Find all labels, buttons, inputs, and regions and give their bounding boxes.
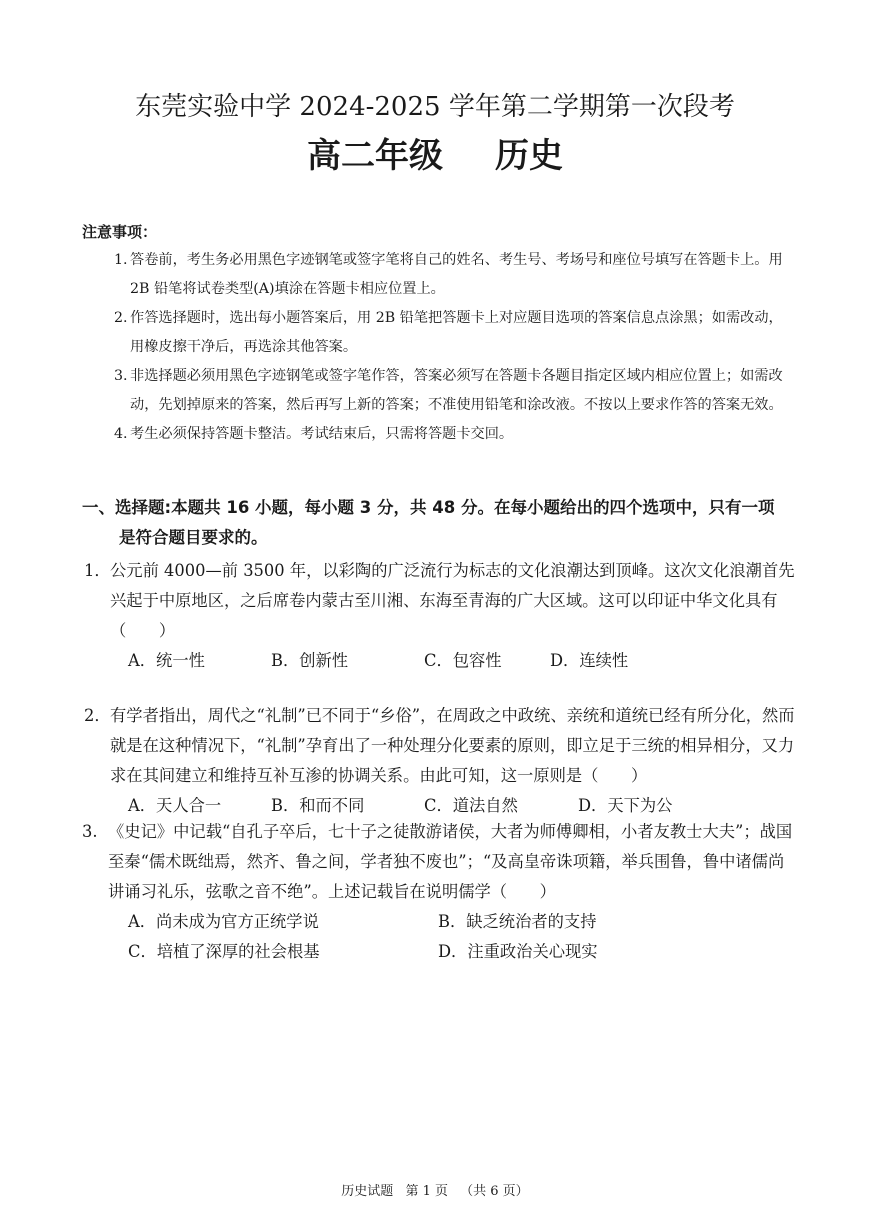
- option-d: D．天下为公: [578, 796, 673, 815]
- option-c: C．包容性: [424, 651, 502, 670]
- question-stem-block: [84, 556, 796, 646]
- notice-item: [114, 246, 794, 304]
- notice-item: [114, 362, 794, 420]
- option-a: A．天人合一: [128, 796, 222, 815]
- question-3: [82, 817, 794, 967]
- option-b: B．和而不同: [271, 796, 365, 815]
- grade-label: 高二年级: [307, 136, 443, 176]
- question-stem: 公元前 4000—前 3500 年，以彩陶的广泛流行为标志的文化浪潮达到顶峰。这次文化浪潮首先兴起于中原地区，之后席卷内蒙古至川湘、东海至青海的广大区域。这可以印证中华文化具有（ ）: [110, 561, 795, 640]
- school-title: 东莞实验中学 2024-2025 学年第二学期第一次段考: [135, 92, 735, 122]
- notice-list: [114, 246, 794, 449]
- footer-page-number: 第 1 页: [405, 1184, 448, 1199]
- question-stem: 有学者指出，周代之“礼制”已不同于“乡俗”，在周政之中政统、亲统和道统已经有所分化，然而就是在这种情况下，“礼制”孕育出了一种处理分化要素的原则，即立足于三统的相异相分，又力求在其间建立和维持互补互渗的协调关系。由此可知，这一原则是（ ）: [110, 706, 795, 785]
- question-2: [84, 701, 796, 821]
- question-number: 1．: [84, 561, 111, 580]
- section-heading-line1: 一、选择题:本题共 16 小题，每小题 3 分，共 48 分。在每小题给出的四个选项中，只有一项: [82, 498, 775, 517]
- notice-title: 注意事项：: [82, 223, 158, 241]
- notice-item-number: 3.: [114, 368, 128, 384]
- option-d: D．连续性: [550, 651, 629, 670]
- notice-item-number: 4.: [114, 426, 128, 442]
- question-stem-block: [82, 817, 794, 907]
- notice-item-text: 非选择题必须用黑色字迹钢笔或签字笔作答，答案必须写在答题卡各题目指定区域内相应位置上；如需改动，先划掉原来的答案，然后再写上新的答案；不准使用铅笔和涂改液。不按以上要求作答的答案无效。: [130, 368, 783, 413]
- option-a: A．尚未成为官方正统学说: [128, 912, 319, 931]
- option-c: C．道法自然: [424, 796, 518, 815]
- question-stem-block: [84, 701, 796, 791]
- notice-item-number: 1.: [114, 252, 128, 268]
- options-row: [128, 646, 796, 676]
- notice-item-number: 2.: [114, 310, 128, 326]
- notice-item: [114, 304, 794, 362]
- option-d: D．注重政治关心现实: [438, 942, 598, 961]
- option-c: C．培植了深厚的社会根基: [128, 942, 320, 961]
- question-stem: 《史记》中记载“自孔子卒后，七十子之徒散游诸侯，大者为师傅卿相，小者友教士大夫”；战国至秦“儒术既绌焉，然齐、鲁之间，学者独不废也”；“及高皇帝诛项籍，举兵围鲁，鲁中诸儒尚讲诵习礼乐，弦歌之音不绝”。上述记载旨在说明儒学（ ）: [108, 822, 793, 901]
- question-number: 2．: [84, 706, 111, 725]
- subject-label: 历史: [495, 136, 563, 176]
- question-number: 3.: [82, 822, 98, 841]
- section-heading-line2: 是符合题目要求的。: [119, 528, 268, 547]
- option-b: B．创新性: [271, 651, 349, 670]
- section-heading: [82, 493, 802, 553]
- notice-item-text: 考生必须保持答题卡整洁。考试结束后，只需将答题卡交回。: [130, 426, 514, 442]
- options-row: [126, 937, 794, 967]
- footer-total-pages: （共 6 页）: [460, 1184, 529, 1199]
- option-b: B．缺乏统治者的支持: [438, 912, 597, 931]
- grade-subject-title: [0, 128, 870, 177]
- notice-item: [114, 420, 794, 449]
- notice-item-text: 作答选择题时，选出每小题答案后，用 2B 铅笔把答题卡上对应题目选项的答案信息点涂黑；如需改动，用橡皮擦干净后，再选涂其他答案。: [130, 310, 783, 355]
- footer-subject: 历史试题: [341, 1184, 394, 1199]
- options-row: [126, 907, 794, 937]
- notice-item-text: 答卷前，考生务必用黑色字迹钢笔或签字笔将自己的姓名、考生号、考场号和座位号填写在答题卡上。用 2B 铅笔将试卷类型(A)填涂在答题卡相应位置上。: [130, 252, 783, 297]
- question-1: [84, 556, 796, 676]
- page-footer: [0, 1180, 870, 1199]
- option-a: A．统一性: [128, 651, 205, 670]
